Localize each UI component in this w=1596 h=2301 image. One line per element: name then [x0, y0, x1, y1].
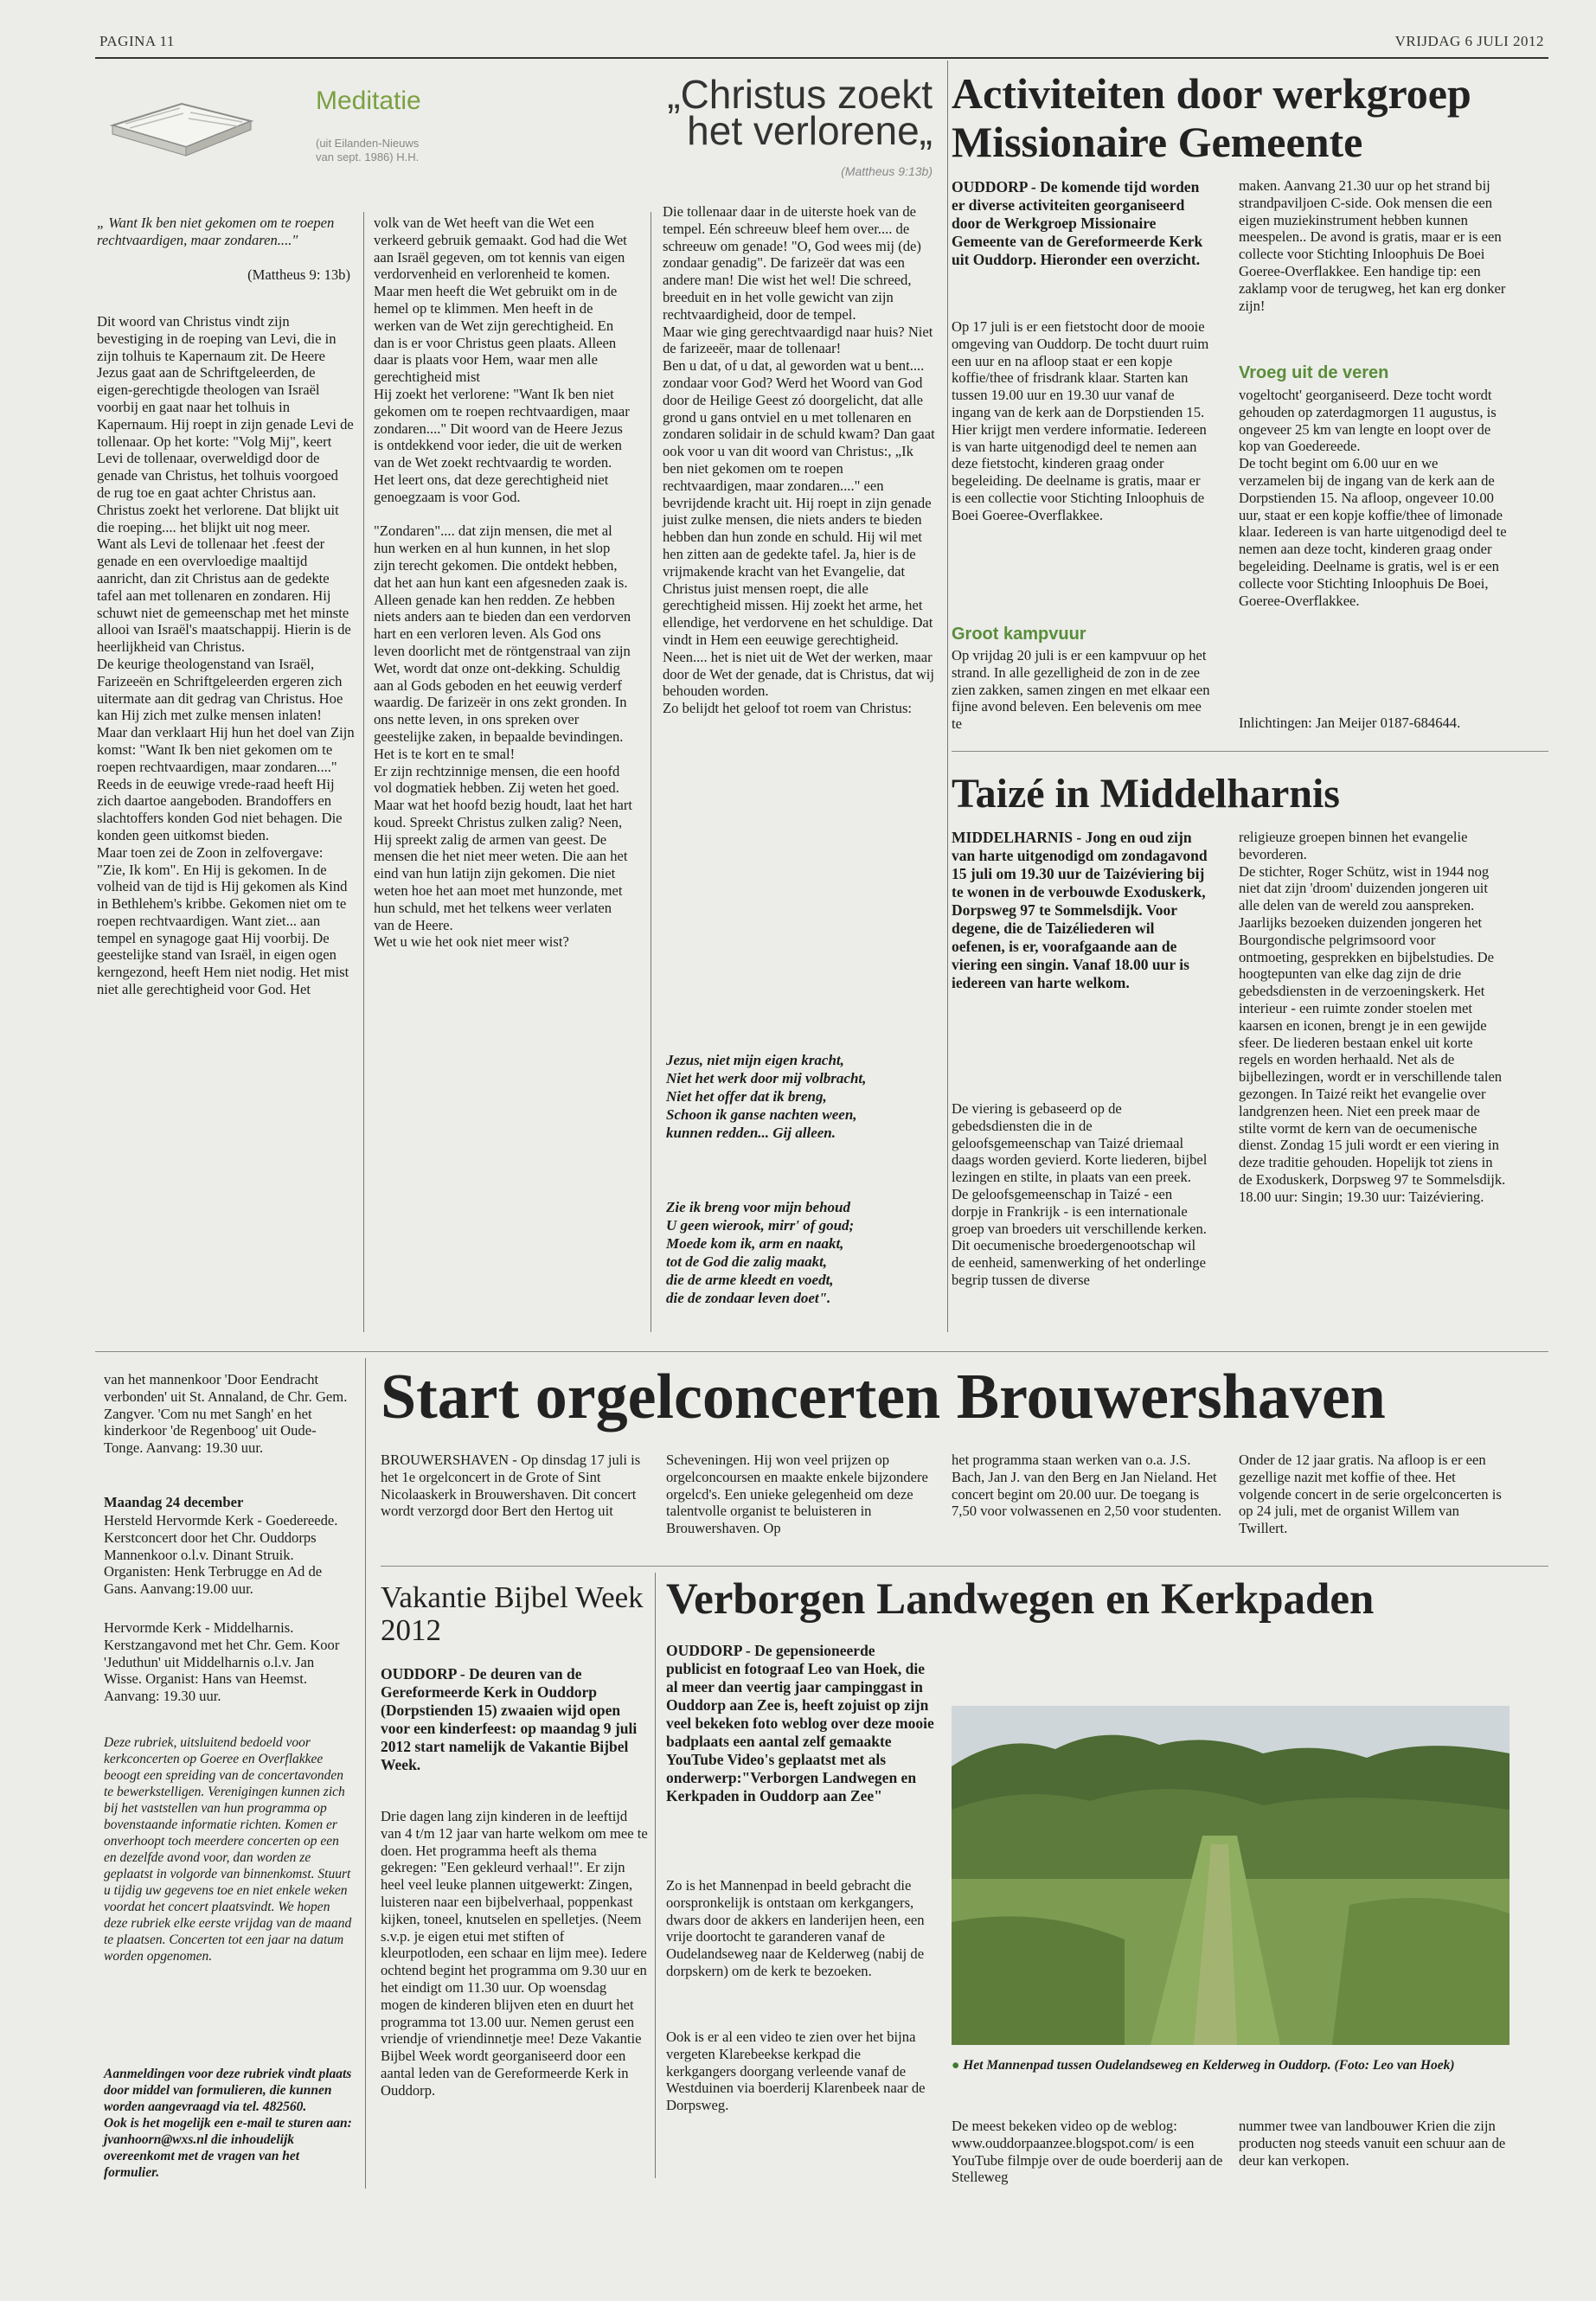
sidebar-5: Aanmeldingen voor deze rubriek vindt plaats door middel van formulieren, die kunnen worden aangevraagd via tel. 482560. Ook is het mogelijk een e-mail te sturen aan: jvanhoorn@wxs.nl die inhoudelijk overeenkomt met de vragen van het formulier.	[104, 2067, 352, 2180]
activiteiten-info: Inlichtingen: Jan Meijer 0187-684644.	[1239, 715, 1461, 731]
activiteiten-title: Activiteiten door werkgroep Missionaire Gemeente	[952, 69, 1471, 166]
column-divider	[365, 1358, 366, 2189]
landwegen-lead: OUDDORP - De gepensioneerde publicist en fotograaf Leo van Hoek, die al meer dan veertig jaar campinggast in Ouddorp aan Zee is, heeft zojuist op zijn veel bekeken foto weblog over deze mooie badplaats een aantal zelf gemaakte YouTube Video's geplaatst met als onderwerp:"Verborgen Landwegen en Kerkpaden in Ouddorp aan Zee"	[666, 1642, 934, 1804]
christus-ref: (Mattheus 9:13b)	[841, 164, 933, 178]
poem-2: Zie ik breng voor mijn behoud U geen wierook, mirr' of goud; Moede kom ik, arm en naakt, tot de God die zalig maakt, die de arme kleedt en voedt, die de zondaar leven doet".	[666, 1199, 855, 1306]
activiteiten-sub2: Vroeg uit de veren	[1239, 363, 1389, 382]
sidebar-1: van het mannenkoor 'Door Eendracht verbonden' uit St. Annaland, de Chr. Gem. Zangver. 'Com nu met Sangh' en het kinderkoor 'de Regenboog' uit Oude-Tonge. Aanvang: 19.30 uur.	[104, 1371, 348, 1457]
taize-p2: religieuze groepen binnen het evangelie bevorderen. De stichter, Roger Schütz, wist in 1944 nog niet dat zijn 'droom' duizenden jongeren uit alle delen van de wereld zou aanspreken. Jaarlijks bezoeken duizenden jongeren het Bourgondische pelgrimsoord voor ontmoeting, gesprekken en bijbelstudies. De hoogtepunten van elke dag zijn de drie gebedsdiensten in de verzoeningskerk. Het interieur - een ruimte zonder stoelen met kaarsen en iconen, brengt je in een gewijde sfeer. De liederen bestaan enkel uit korte regels en worden herhaald. Net als de bijbellezingen, wordt er in verschillende talen gezongen. In Taizé reikt het evangelie over landgrenzen heen. Niet een preek maar de stilte vormt de kern van de oecumenische dienst. Zondag 15 juli wordt er een viering in deze traditie gehouden. Hopelijk tot ziens in de Exoduskerk, Dorpsweg 97 te Sommelsdijk. 18.00 uur: Singin; 19.30 uur: Taizéviering.	[1239, 829, 1506, 1205]
column-divider	[655, 1573, 656, 2178]
landwegen-p1: Zo is het Mannenpad in beeld gebracht die oorspronkelijk is ontstaan om kerkgangers, dwars door de akkers en landerijen heen, een vrije doortocht te garanderen vanaf de Oudelandseweg naar de Kelderweg (nabij de dorpskern) om de kerk te bezoeken.	[666, 1877, 925, 1979]
meditatie-col1: Dit woord van Christus vindt zijn bevestiging in de roeping van Levi, die in zijn tolhuis te Kapernaum zit. De Heere Jezus gaat aan de Schriftgeleerden, de eigen-gerechtigde theologen van Israël voorbij en gaat naar het tolhuis in Kapernaum. Hij roept in zijn genade Levi de tollenaar. Op het korte: "Volg Mij", keert Levi de tollenaar, overweldigd door de genade van Christus, het tolhuis voorgoed de rug toe en gaat achter Christus aan. Christus zoekt het verlorene. Dat blijkt uit die roeping.... het blijkt uit nog meer. Want als Levi de tollenaar het .feest der genade en een overvloedige maaltijd aanricht, dan zit Christus aan de gedekte tafel aan met tollenaren en zondaren. Hij schuwt niet de gemeenschap met het minste allooi van Israël's maatschappij. Hierin is de heerlijkheid van Christus. De keurige theologenstand van Israël, Farizeeën en Schriftgeleerden ergeren zich uitermate aan dit gedrag van Christus. Hoe kan Hij zich met zulke mensen inlaten! Maar dan verklaart Hij hun het doel van Zijn komst: "Want Ik ben niet gekomen om te roepen rechtvaardigen, maar zondaren...." Reeds in de eeuwige vrede-raad heeft Hij zich daartoe aangeboden. Brandoffers en slachtoffers konden God niet behagen. Die konden geen uitkomst bieden. Maar toen zei de Zoon in zelfovergave: "Zie, Ik kom". En Hij is gekomen. In de volheid van de tijd is Hij gekomen als Kind in Bethlehem's kribbe. Gekomen niet om te roepen rechtvaardigen. Want ziet... aan tempel en synagoge gaat Hij voorbij. De geestelijke stand van Israël, in eigen ogen kerngezond, heeft Hem niet nodig. Het mist niet alle gerechtigheid voor God. Het	[97, 313, 355, 998]
sidebar-2: Hersteld Hervormde Kerk - Goedereede. Kerstconcert door het Chr. Ouddorps Mannenkoor o.l.v. Dinant Struik. Organisten: Henk Terbrugge en Ad de Gans. Aanvang:19.00 uur.	[104, 1512, 338, 1598]
sidebar-date: Maandag 24 december	[104, 1494, 244, 1510]
landwegen-p2: Ook is er al een video te zien over het bijna vergeten Klarebeekse kerkpad die kerkgangers doorgang verleende vanaf de Westduinen via boerderij Klarenbeek naar de Dorpsweg.	[666, 2029, 926, 2114]
bullet-icon: ●	[952, 2058, 964, 2073]
issue-date: VRIJDAG 6 JULI 2012	[1394, 33, 1544, 49]
section-rule	[381, 1566, 1548, 1567]
poem-1: Jezus, niet mijn eigen kracht, Niet het werk door mij volbracht, Niet het offer dat ik breng, Schoon ik ganse nachten ween, kunnen redden... Gij alleen.	[666, 1052, 867, 1141]
page-number: PAGINA 11	[99, 33, 175, 49]
vbw-body: Drie dagen lang zijn kinderen in de leeftijd van 4 t/m 12 jaar van harte welkom om mee te doen. Het programma heeft als thema gekregen: "Een gekleurd verhaal!". Er zijn heel veel leuke plannen uitgewerkt: Zingen, luisteren naar een bijbelverhaal, poppenkast kijken, toneel, knutselen en spelletjes. (Neem s.v.p. je eigen etui met stiften of kleurpotloden, een schaar en lijm mee). Iedere ochtend begint het programma om 9.30 uur en het eindigt om 11.30 uur. Op woensdag mogen de kinderen blijven eten en duurt het programma tot 13.00 uur. Nemen gerust een vriendje of vriendinnetje mee! Deze Vakantie Bijbel Week wordt georganiseerd door een aantal leden van de Gereformeerde Kerk in Ouddorp.	[381, 1808, 648, 2099]
vbw-title: Vakantie Bijbel Week 2012	[381, 1580, 644, 1647]
section-rule	[95, 1351, 1548, 1352]
meditatie-quote-ref: (Mattheus 9: 13b)	[247, 266, 350, 283]
activiteiten-sub1: Groot kampvuur	[952, 625, 1086, 644]
vbw-lead: OUDDORP - De deuren van de Gereformeerde Kerk in Ouddorp (Dorpstienden 15) zwaaien wijd open voor een kinderfeest: op maandag 9 juli 2012 start namelijk de Vakantie Bijbel Week.	[381, 1665, 638, 1773]
photo-caption-text: Het Mannenpad tussen Oudelandseweg en Kelderweg in Ouddorp. (Foto: Leo van Hoek)	[963, 2058, 1455, 2073]
orgel-col2: Scheveningen. Hij won veel prijzen op orgelconcoursen en maakte enkele bijzondere orgelcd's. Een unieke gelegenheid om deze talentvolle organist te beluisteren in Brouwershaven. Op	[666, 1452, 928, 1537]
landwegen-title: Verborgen Landwegen en Kerkpaden	[666, 1575, 1375, 1624]
meditatie-col2: volk van de Wet heeft van die Wet een verkeerd gebruik gemaakt. God had die Wet aan Israël gegeven, om tot kennis van eigen verdorvenheid en verlorenheid te komen. Maar men heeft die Wet gebruikt om in de hemel op te klimmen. Men heeft in de werken van de Wet zijn gerechtigheid. En dan is er voor Christus geen plaats. Alleen daar is plaats voor Hem, waar men alle gerechtigheid mist Hij zoekt het verlorene: "Want Ik ben niet gekomen om te roepen rechtvaardigen, maar zondaren...." Dit woord van de Heere Jezus is ontdekkend voor ieder, die uit de werken van de Wet zoekt rechtvaardig te worden. Het leert ons, dat deze gerechtigheid niet genoegzaam is voor God. "Zondaren".... dat zijn mensen, die met al hun werken en al hun kunnen, in het slop zijn terecht gekomen. Die ontdekt hebben, dat het aan hun kant een afgesneden zaak is. Alleen genade kan hen redden. Ze hebben niets anders aan te bieden dan een verdorven hart en een verloren leven. Als God ons leven doorlicht met de röntgenstraal van zijn Wet, wordt dat onze ont-dekking. Schuldig aan al Gods geboden en het eeuwig verderf waardig. De farizeër in ons zekt gronden. In ons nette leven, in ons spreken over geestelijke zaken, in bepaalde bevindingen. Het is te kort en te smal! Er zijn rechtzinnige mensen, die een hoofd vol dogmatiek hebben. Zij weten het goed. Maar wat het hoofd bezig houdt, laat het hart koud. Spreekt Christus zulken zalig? Neen, Hij spreekt zalig de armen van geest. De mensen die het niet meer weten. Die aan het eind van hun latijn zijn gekomen. Die niet weten hoe het aan moet met hunzonde, met hun schuld, met het telkens weer verlaten van de Heere. Wet u wie het ook niet meer wist?	[374, 215, 633, 951]
column-divider	[947, 61, 948, 1332]
activiteiten-p2: Op vrijdag 20 juli is er een kampvuur op het strand. In alle gezelligheid de zon in de zee zien zakken, samen zingen en met elkaar een fijne avond beleven. Een belevenis om mee te	[952, 647, 1210, 733]
photo-caption	[952, 2057, 1509, 2073]
book-icon	[104, 74, 260, 169]
orgel-col1: BROUWERSHAVEN - Op dinsdag 17 juli is het 1e orgelconcert in de Grote of Sint Nicolaaskerk in Brouwershaven. Dit concert wordt verzorgd door Bert den Hertog uit	[381, 1452, 641, 1520]
section-rule	[952, 751, 1548, 752]
meditatie-col3: Die tollenaar daar in de uiterste hoek van de tempel. Eén schreeuw bleef hem over.... de schreeuw om genade! "O, God wees mij (de) zondaar genadig". De farizeër dat was een andere man! Die wist het wel! Die schreed, breeduit en in het volle gewicht van zijn rechtvaardigheid, door de tempel. Maar wie ging gerechtvaardigd naar huis? Niet de farizeeër, maar de tollenaar! Ben u dat, of u dat, al geworden wat u bent.... zondaar voor God? Werd het Woord van God door de Heilige Geest zó doorgelicht, dat alle grond u gans ontviel en u met tollenaren en zondaren solidair in de schuld kwam? Dan gaat ook voor u van dit woord van Christus:, „Ik ben niet gekomen om te roepen rechtvaardigen, maar zondaren...." een bevrijdende kracht uit. Hij roept in zijn genade juist zulke mensen, die niets anders te bieden hebben dan hun zonde en schuld. Hij wil met hen zitten aan de gedekte tafel. Ja, hier is de vrijmakende kracht van het Evangelie, dat Christus juist mensen roept, die alle gerechtigheid missen. Hij zoekt het arme, het ellendige, het verdorvene en het schuldige. Dat vindt in Hem een eeuwige gerechtigheid. Neen.... het is niet uit de Wet der werken, maar door de Wet der genade, dat is Christus, dat wij behouden worden. Zo belijdt het geloof tot roem van Christus:	[663, 203, 935, 717]
meditatie-quote: „ Want Ik ben niet gekomen om te roepen rechtvaardigen, maar zondaren...."	[97, 215, 335, 248]
taize-lead: MIDDELHARNIS - Jong en oud zijn van harte uitgenodigd om zondagavond 15 juli om 19.30 uur de Taizéviering bij te wonen in de verbouwde Exoduskerk, Dorpsweg 97 te Sommelsdijk. Voor degene, die de Taizéliederen wil oefenen, is er, voorafgaande aan de viering een singin. Vanaf 18.00 uur is iedereen van harte welkom.	[952, 829, 1208, 991]
landwegen-p3: De meest bekeken video op de weblog: www.ouddorpaanzee.blogspot.com/ is een YouTube filmpje over de oude boerderij aan de Stelleweg	[952, 2118, 1223, 2186]
orgel-col3: het programma staan werken van o.a. J.S. Bach, Jan J. van den Berg en Jan Nieland. Het concert begint om 20.00 uur. De toegang is 7,50 voor volwassenen en 2,50 voor studenten.	[952, 1452, 1221, 1520]
activiteiten-p1: Op 17 juli is er een fietstocht door de mooie omgeving van Ouddorp. De tocht duurt ruim een uur en na afloop staat er een kopje koffie/thee of frisdrank klaar. Starten kan tussen 19.00 uur en 19.30 uur vanaf de ingang van de kerk aan de Dorpstienden 15. Hier krijgt men verdere informatie. Iedereen is van harte uitgenodigd deel te nemen aan deze fietstocht, kinderen graag onder begeleiding. De deelname is gratis, maar er is een collectie voor Stichting Inloophuis de Boei Goeree-Overflakkee.	[952, 318, 1209, 523]
christus-title	[657, 72, 933, 153]
taize-p1: De viering is gebaseerd op de gebedsdiensten die in de geloofsgemeenschap van Taizé driemaal daags worden gevierd. Korte liederen, bijbel lezingen en stilte, in plaats van een preek. De geloofsgemeenschap in Taizé - een dorpje in Frankrijk - is een internationale groep van broeders uit verschillende kerken. Dit oecumenische broedergenootschap wil de eenheid, samenwerking of het onderlinge begrip tussen de diverse	[952, 1100, 1208, 1288]
christus-title-line2: het verlorene„	[687, 108, 933, 153]
header-rule	[95, 57, 1548, 59]
activiteiten-lead: OUDDORP - De komende tijd worden er diverse activiteiten georganiseerd door de Werkgroep Missionaire Gemeente van de Gereformeerde Kerk uit Ouddorp. Hieronder een overzicht.	[952, 178, 1203, 268]
taize-title: Taizé in Middelharnis	[952, 771, 1340, 817]
meditatie-title: Meditatie	[316, 87, 421, 115]
landwegen-p4: nummer twee van landbouwer Krien die zijn producten nog steeds vanuit een schuur aan de deur kan verkopen.	[1239, 2118, 1506, 2169]
mannenpad-photo	[952, 1706, 1509, 2045]
meditatie-source: (uit Eilanden-Nieuws van sept. 1986) H.H.	[316, 137, 420, 163]
activiteiten-p4: vogeltocht' georganiseerd. Deze tocht wordt gehouden op zaterdagmorgen 11 augustus, is ongeveer 25 km van lengte en loopt over de kop van Goedereede. De tocht begint om 6.00 uur en we verzamelen bij de ingang van de kerk aan de Dorpstienden 15. Na afloop, ongeveer 10.00 uur, staat er een kopje koffie/thee of limonade klaar. Iedereen is van harte uitgenodigd deel te nemen aan deze tocht, kinderen graag onder begeleiding. Deelname is gratis, wel is er een collecte voor Stichting Inloophuis De Boei, Goeree-Overflakkee.	[1239, 387, 1507, 609]
sidebar-3: Hervormde Kerk - Middelharnis. Kerstzangavond met het Chr. Gem. Koor 'Jeduthun' uit Middelharnis o.l.v. Jan Wisse. Organist: Hans van Heemst. Aanvang: 19.30 uur.	[104, 1619, 340, 1705]
activiteiten-p3: maken. Aanvang 21.30 uur op het strand bij strandpaviljoen C-side. Ook mensen die een eigen muziekinstrument hebben kunnen meespelen.. De avond is gratis, maar er is een collecte voor Stichting Inloophuis De Boei Goeree-Overflakkee. Een handige tip: een zaklamp voor de terugweg, het kan erg donker zijn!	[1239, 177, 1506, 314]
christus-title-line1: „Christus zoekt	[667, 72, 933, 117]
sidebar-4: Deze rubriek, uitsluitend bedoeld voor kerkconcerten op Goeree en Overflakkee beoogt een spreiding van de concertavonden te bewerkstelligen. Verenigingen kunnen zich bij het vaststellen van hun programma op bovenstaande informatie richten. Komen er onverhoopt toch meerdere concerten op een en dezelfde avond voor, dan worden ze geplaatst in volgorde van binnenkomst. Stuurt u tijdig uw gegevens toe en niet enkele weken voordat het concert plaatsvindt. We hopen deze rubriek elke eerste vrijdag van de maand te plaatsen. Concerten tot een jaar na datum worden opgenomen.	[104, 1735, 352, 1964]
orgel-col4: Onder de 12 jaar gratis. Na afloop is er een gezellige nazit met koffie of thee. Het volgende concert in de serie orgelconcerten is op 24 juli, met de organist Willem van Twillert.	[1239, 1452, 1502, 1537]
column-divider	[363, 212, 364, 1332]
orgel-title: Start orgelconcerten Brouwershaven	[381, 1362, 1386, 1433]
